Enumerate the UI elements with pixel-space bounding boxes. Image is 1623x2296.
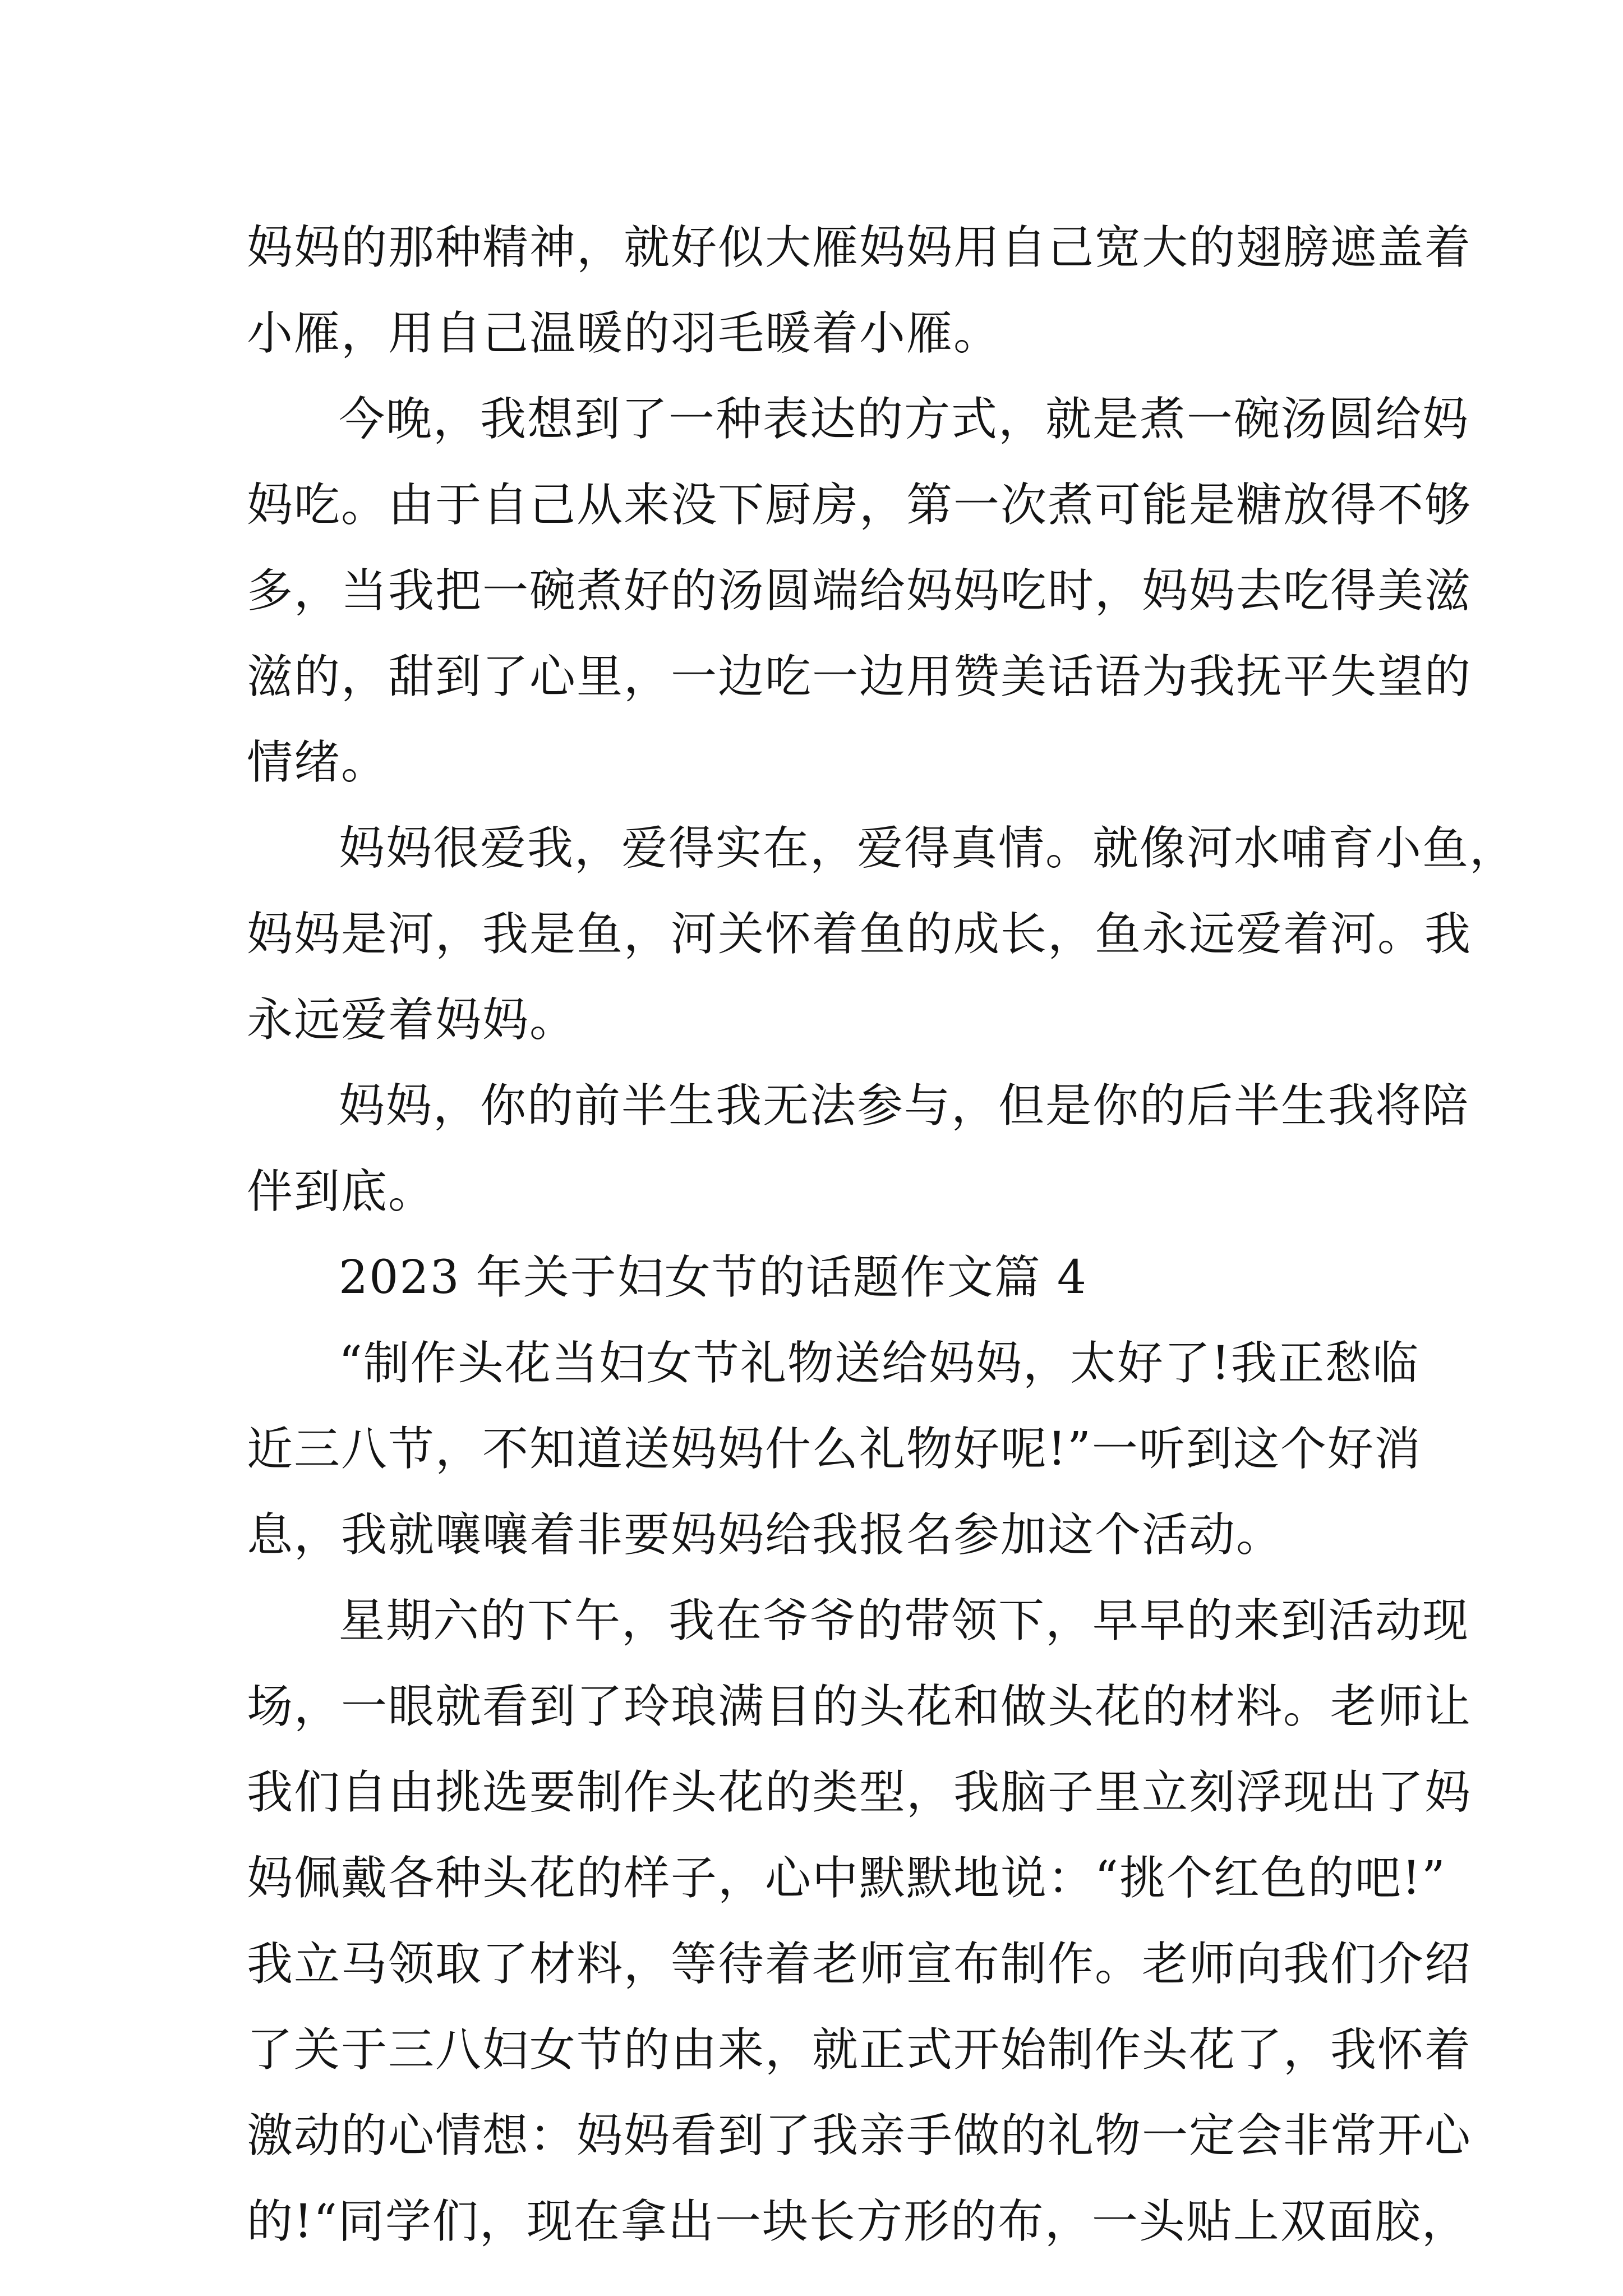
text-line: 了关于三八妇女节的由来，就正式开始制作头花了，我怀着 — [247, 2023, 1472, 2077]
text-line: “制作头花当妇女节礼物送给妈妈，太好了!我正愁临 — [339, 1337, 1419, 1390]
text-line: 多，当我把一碗煮好的汤圆端给妈妈吃时，妈妈去吃得美滋 — [247, 564, 1472, 618]
text-line: 的!“同学们，现在拿出一块长方形的布，一头贴上双面胶， — [247, 2195, 1469, 2248]
paragraph-4 — [247, 1063, 1470, 1235]
paragraph-6 — [247, 1320, 1422, 1578]
text-line: 星期六的下午，我在爷爷的带领下，早早的来到活动现 — [339, 1594, 1470, 1648]
section-heading — [247, 1235, 1382, 1320]
paragraph-2 — [247, 376, 1472, 806]
text-line: 今晚，我想到了一种表达的方式，就是煮一碗汤圆给妈 — [339, 393, 1470, 446]
text-line: 近三八节，不知道送妈妈什么礼物好呢!”一听到这个好消 — [247, 1423, 1422, 1476]
text-line: 妈妈是河，我是鱼，河关怀着鱼的成长，鱼永远爱着河。我 — [247, 908, 1472, 961]
text-line: 妈佩戴各种头花的样子，心中默默地说：“挑个红色的吧!” — [247, 1852, 1446, 1905]
paragraph-1 — [247, 205, 1472, 376]
text-line: 妈妈，你的前半生我无法参与，但是你的后半生我将陪 — [339, 1079, 1470, 1133]
text-line: 我立马领取了材料，等待着老师宣布制作。老师向我们介绍 — [247, 1938, 1472, 1991]
document-page — [247, 205, 1517, 2265]
text-line: 情绪。 — [247, 736, 389, 789]
text-line: 妈吃。由于自己从来没下厨房，第一次煮可能是糖放得不够 — [247, 478, 1472, 532]
text-line: 激动的心情想：妈妈看到了我亲手做的礼物一定会非常开心 — [247, 2109, 1472, 2162]
paragraph-7 — [247, 1578, 1472, 2265]
text-line: 我们自由挑选要制作头花的类型，我脑子里立刻浮现出了妈 — [247, 1766, 1472, 1819]
paragraph-3 — [247, 806, 1517, 1063]
text-line: 场，一眼就看到了玲琅满目的头花和做头花的材料。老师让 — [247, 1680, 1472, 1733]
heading-line: 2023 年关于妇女节的话题作文篇 4 — [339, 1251, 1087, 1304]
text-line: 妈妈的那种精神，就好似大雁妈妈用自己宽大的翅膀遮盖着 — [247, 221, 1472, 274]
text-line: 息，我就嚷嚷着非要妈妈给我报名参加这个活动。 — [247, 1508, 1284, 1562]
text-line: 永远爱着妈妈。 — [247, 993, 577, 1047]
text-line: 滋的，甜到了心里，一边吃一边用赞美话语为我抚平失望的 — [247, 650, 1472, 703]
text-line: 伴到底。 — [247, 1165, 436, 1218]
text-line: 妈妈很爱我，爱得实在，爱得真情。就像河水哺育小鱼， — [339, 822, 1517, 875]
text-line: 小雁，用自己温暖的羽毛暖着小雁。 — [247, 307, 1001, 360]
